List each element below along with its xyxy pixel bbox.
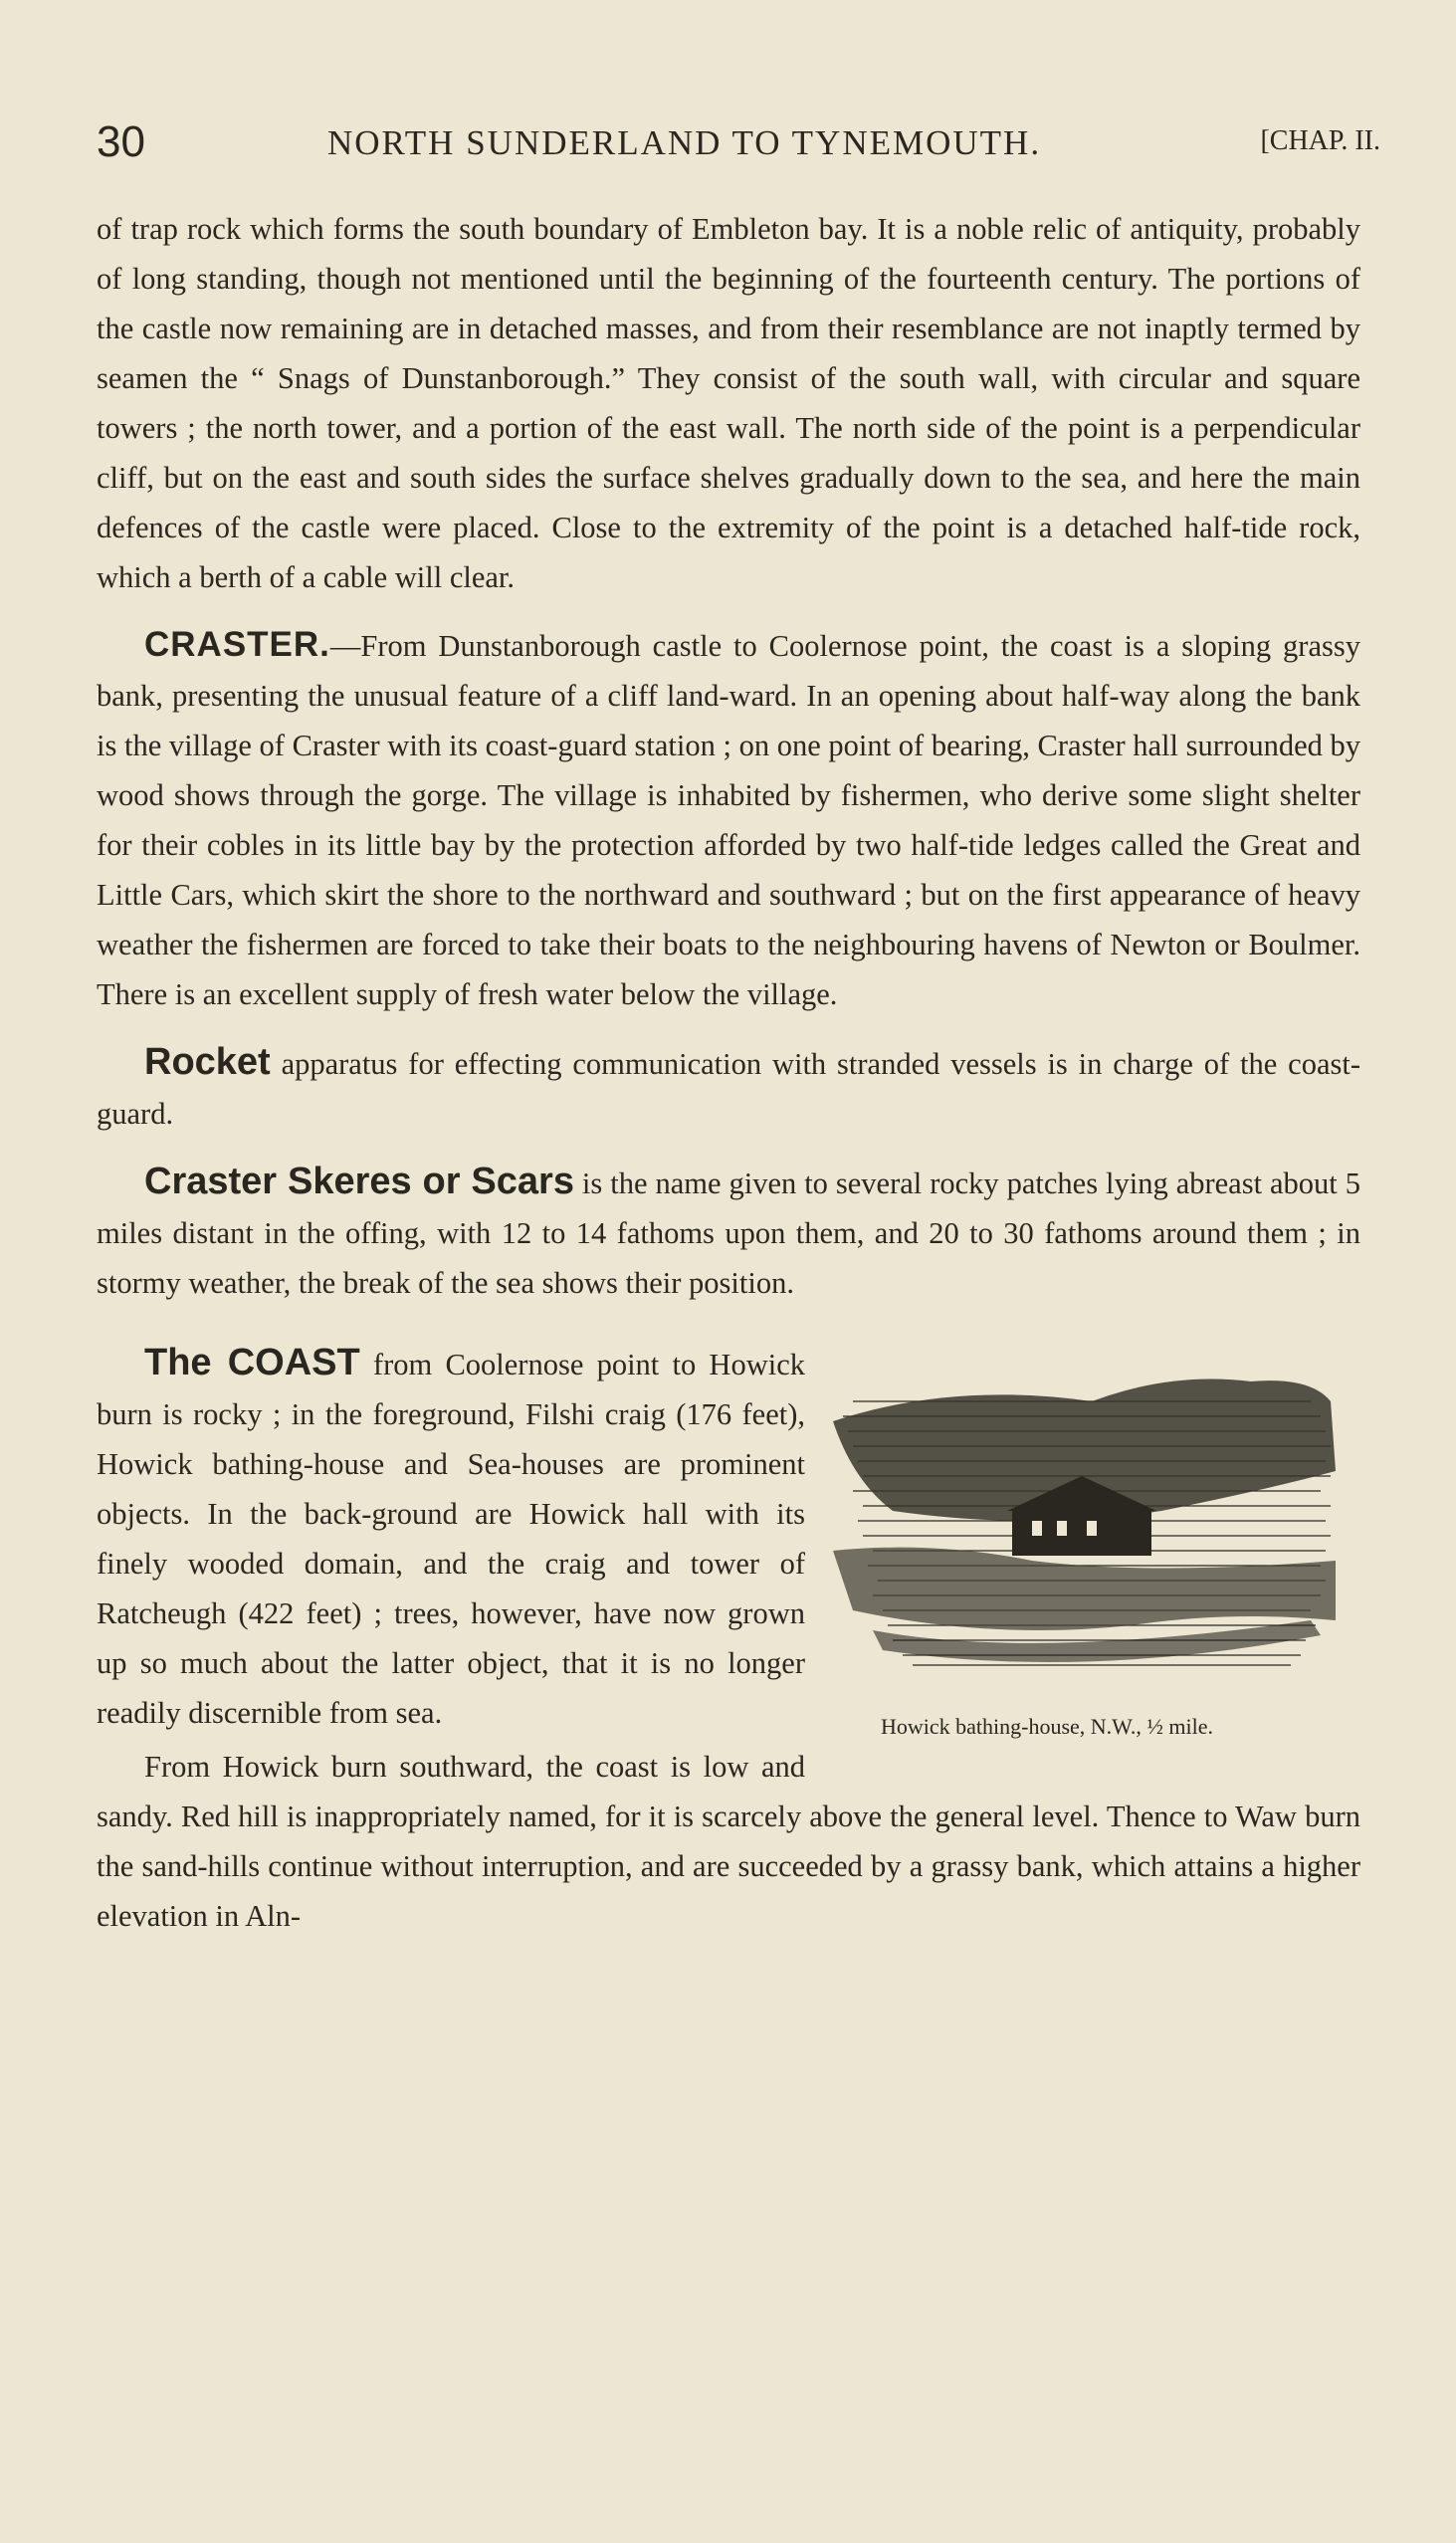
page-number: 30 — [97, 117, 145, 166]
paragraph-rocket — [97, 1037, 1360, 1139]
paragraph-craster — [97, 620, 1360, 1019]
paragraph-coast — [97, 1338, 1360, 1738]
body-text — [97, 204, 1360, 1941]
paragraph-coast-text: from Coolernose point to Howick burn is rocky ; in the foreground, Filshi craig (176 feet), Howick bathing-house and Sea-houses are prominent objects. In the back-ground are Howick hall with its finely wooded domain, and the craig and tower of Ratcheugh (422 feet) ; trees, however, have now grown up so much about the latter object, that it is no longer readily discernible from sea. — [97, 1348, 805, 1730]
heading-craster: CRASTER. — [144, 625, 330, 664]
heading-coast: The COAST — [144, 1342, 360, 1383]
paragraph-craster-text: —From Dunstanborough castle to Coolernose point, the coast is a sloping grassy bank, presenting the unusual feature of a cliff land-ward. In an opening about half-way along the bank is the village of Craster with its coast-guard station ; on one point of bearing, Craster hall surrounded by wood shows through the gorge. The village is inhabited by fishermen, who derive some slight shelter for their cobles in its little bay by the protection afforded by two half-tide ledges called the Great and Little Cars, which skirt the shore to the northward and southward ; but on the first appearance of heavy weather the fishermen are forced to take their boats to the neighbouring havens of Newton or Boulmer. There is an excellent supply of fresh water below the village. — [97, 629, 1360, 1011]
paragraph-skeres-text: is the name given to several rocky patches lying abreast about 5 miles distant in the offing, with 12 to 14 fathoms upon them, and 20 to 30 fathoms around them ; in stormy weather, the break of the sea shows their position. — [97, 1166, 1360, 1300]
running-title: NORTH SUNDERLAND TO TYNEMOUTH. — [327, 123, 1042, 162]
figure-howick — [833, 1342, 1360, 1770]
heading-rocket: Rocket — [144, 1041, 271, 1083]
paragraph-howick-south: From Howick burn southward, the coast is low and sandy. Red hill is inappropriately named, for it is scarcely above the general level. Thence to Waw burn the sand-hills continue without interruption, and are succeeded by a grassy bank, which attains a higher elevation in Aln- — [97, 1750, 1360, 1933]
paragraph-rocket-text: apparatus for effecting communication with stranded vessels is in charge of the coast-guard. — [97, 1047, 1360, 1131]
paragraph-skeres — [97, 1157, 1360, 1308]
figure-caption: Howick bathing-house, N.W., ½ mile. — [881, 1714, 1214, 1739]
heading-skeres: Craster Skeres or Scars — [144, 1161, 574, 1202]
howick-bathing-house-illustration — [833, 1362, 1341, 1700]
chapter-label: [CHAP. II. — [1260, 125, 1380, 156]
paragraph-dunstanborough: of trap rock which forms the south boundary of Embleton bay. It is a noble relic of antiquity, probably of long standing, though not mentioned until the beginning of the fourteenth century. The portions of the castle now remaining are in detached masses, and from their resemblance are not inaptly termed by seamen the “ Snags of Dunstanborough.” They consist of the south wall, with circular and square towers ; the north tower, and a portion of the east wall. The north side of the point is a perpendicular cliff, but on the east and south sides the surface shelves gradually down to the sea, and here the main defences of the castle were placed. Close to the extremity of the point is a detached half-tide rock, which a berth of a cable will clear. — [97, 212, 1360, 594]
running-header — [97, 117, 1380, 177]
